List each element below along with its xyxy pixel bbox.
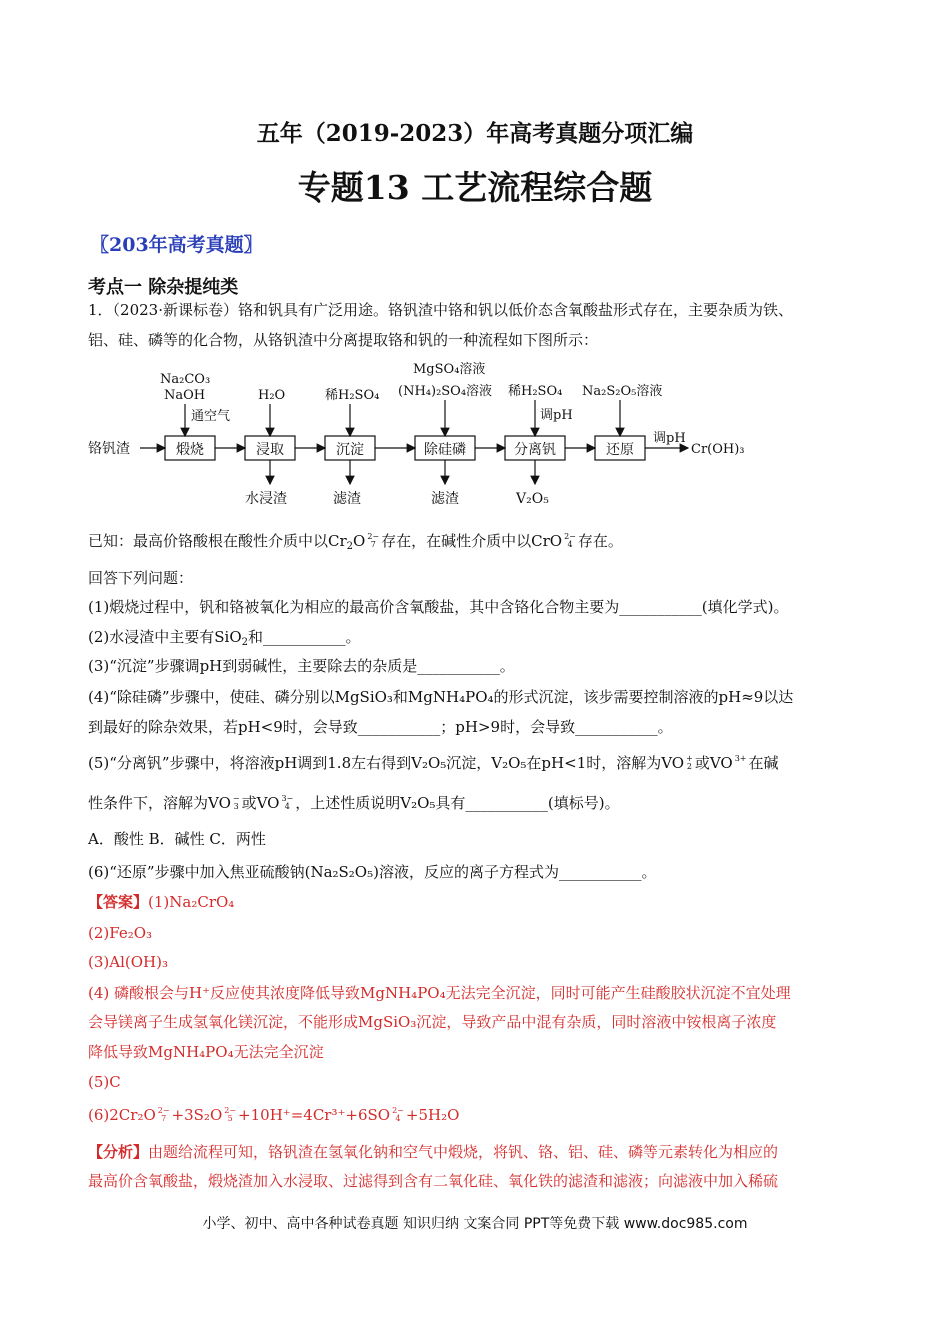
known-line: 已知：最高价铬酸根在酸性介质中以$Cr_2O$ 2− 7 存在，在碱性介质中以CrO 2− 4 存在。 [88,532,623,552]
answer-6-a: (6)2Cr₂O [88,1106,156,1124]
flow-out-residue-3: 滤渣 [431,491,459,507]
question-4-line-1: (4)“除硅磷”步骤中，使硅、磷分别以MgSiO₃和MgNH₄PO₄的形式沉淀，该步需要控制溶液的pH≈9以达 [88,688,794,706]
doc-subtitle: 专题13 工艺流程综合题 [297,168,653,207]
flow-ph-label-2: 调pH [653,431,686,446]
question-4-line-2: 到最好的除杂效果，若pH<9时，会导致___________；pH>9时，会导致___________。 [88,718,673,736]
answer-4-line-3: 降低导致MgNH₄PO₄无法完全沉淀 [88,1043,324,1061]
question-1: (1)煅烧过程中，钒和铬被氧化为相应的最高价含氧酸盐，其中含铬化合物主要为___________(填化学式)。 [88,598,789,616]
answer-6-d: +5H₂O [405,1106,460,1124]
answer-4-line-2: 会导镁离子生成氢氧化镁沉淀，不能形成MgSiO₃沉淀，导致产品中混有杂质，同时溶液中铵根离子浓度 [88,1013,777,1031]
answer-2: (2)Fe₂O₃ [88,924,153,942]
section-subheading: 考点一 除杂提纯类 [88,277,239,298]
flow-ph-label-1: 调pH [540,408,573,423]
flow-box-reduce-label: 还原 [606,442,634,458]
flow-reagent-nh4so4: (NH₄)₂SO₄溶液 [398,384,493,399]
question-5-line-1: (5)“分离钒”步骤中，将溶液pH调到1.8左右得到V₂O₅沉淀，V₂O₅在pH<1时，溶解为VO + 2 或VO 3+ 在碱 [88,754,779,772]
answer-6-c: +10H⁺=4Cr³⁺+6SO [238,1106,391,1124]
process-flow-diagram [85,356,785,508]
question-5-options: A．酸性 B．碱性 C．两性 [88,830,266,848]
analysis-line-1-text: 由题给流程可知，铬钒渣在氢氧化钠和空气中煅烧，将钒、铬、铝、硅、磷等元素转化为相应的 [148,1143,779,1161]
question-6: (6)“还原”步骤中加入焦亚硫酸钠(Na₂S₂O₅)溶液，反应的离子方程式为___________。 [88,863,657,881]
question-5-a1: (5)“分离钒”步骤中，将溶液pH调到1.8左右得到V₂O₅沉淀，V₂O₅在pH<1时，溶解为VO [88,754,685,772]
answer-6-b: +3S₂O [171,1106,223,1124]
answer-3: (3)Al(OH)₃ [88,953,168,971]
answer-1-text: (1)Na₂CrO₄ [148,893,235,911]
analysis-label: 【分析】 [88,1143,149,1161]
question-5-line-2: 性条件下，溶解为VO − 3 或VO 3− 4 ，上述性质说明V₂O₅具有___________(填标号)。 [88,794,620,812]
flow-out-residue-1: 水浸渣 [245,491,287,507]
flow-box-remove-si-p-label: 除硅磷 [424,442,466,458]
flow-box-calcine-label: 煅烧 [176,442,204,458]
flow-box-separate-v-label: 分离钒 [514,442,556,458]
question-2-a: (2)水浸渣中主要有SiO [88,628,242,646]
known-text-c: 存在，在碱性介质中以CrO [381,532,563,550]
flow-box-precipitate-label: 沉淀 [336,442,364,458]
flow-reagent-h2o: H₂O [258,388,286,403]
analysis-line-1 [88,1143,778,1161]
flow-out-v2o5: V₂O₅ [516,491,549,507]
question-intro-1: 1．（2023·新课标卷）铬和钒具有广泛用途。铬钒渣中铬和钒以低价态含氧酸盐形式存在，主要杂质为铁、 [88,301,793,319]
question-intro-2: 铝、硅、磷等的化合物，从铬钒渣中分离提取铬和钒的一种流程如下图所示： [88,331,599,349]
flow-reagent-h2so4-2: 稀H₂SO₄ [508,384,563,399]
analysis-line-2: 最高价含氧酸盐，煅烧渣加入水浸取、过滤得到含有二氧化硅、氧化铁的滤渣和滤液；向滤液中加入稀硫 [88,1172,779,1190]
known-text-b: O [353,532,366,550]
doc-title: 五年（2019-2023）年高考真题分项汇编 [256,120,694,147]
question-5-b3: ，上述性质说明V₂O₅具有___________(填标号)。 [295,794,620,812]
flow-product: Cr(OH)₃ [691,442,745,457]
question-2-b: 和___________。 [248,628,361,646]
flow-start: 铬钒渣 [88,441,130,457]
question-2: (2)水浸渣中主要有SiO$_2$和___________。 [88,628,361,648]
flow-reagent-mgso4: MgSO₄溶液 [413,362,486,377]
flow-reagent-na2co3: Na₂CO₃ [160,372,211,387]
flow-reagent-h2so4-1: 稀H₂SO₄ [325,388,380,403]
known-text-a: 已知：最高价铬酸根在酸性介质中以Cr [88,532,347,550]
question-5-b1: 性条件下，溶解为VO [88,794,231,812]
answer-label: 【答案】 [88,893,149,911]
section-label: 〖203年高考真题〗 [90,234,263,256]
flow-out-residue-2: 滤渣 [333,491,361,507]
flow-air-label: 通空气 [191,409,231,424]
known-text-d: 存在。 [577,532,623,550]
question-prompt: 回答下列问题： [88,569,194,587]
question-5-b2: 或VO [241,794,280,812]
question-3: (3)“沉淀”步骤调pH到弱碱性，主要除去的杂质是___________。 [88,657,515,675]
answer-6: (6)2Cr₂O 2− 7 +3S₂O 2− 5 +10H⁺=4Cr³⁺+6SO 2− 4 +5H₂O [88,1106,460,1124]
answer-1 [88,893,234,911]
flow-box-leach-label: 浸取 [256,442,284,458]
flow-reagent-naoh: NaOH [164,388,206,403]
question-5-a2: 或VO [694,754,733,772]
answer-4-line-1: (4) 磷酸根会与H⁺反应使其浓度降低导致MgNH₄PO₄无法完全沉淀，同时可能产生硅酸胶状沉淀不宜处理 [88,984,791,1002]
question-5-a3: 在碱 [748,754,779,772]
flow-reagent-na2s2o5: Na₂S₂O₅溶液 [582,384,663,399]
page-footer: 小学、初中、高中各种试卷真题 知识归纳 文案合同 PPT等免费下载 www.doc985.com [202,1216,748,1232]
answer-5: (5)C [88,1073,121,1091]
